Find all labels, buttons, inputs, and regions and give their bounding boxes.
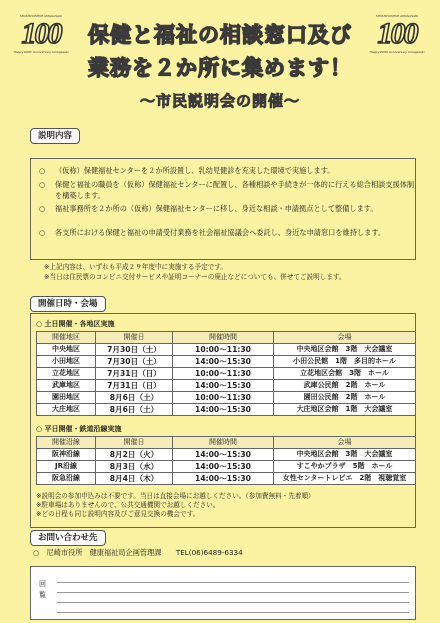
bullet-mark: ○: [39, 228, 46, 237]
circulation-memo-box: [30, 566, 416, 620]
header-cell: 開催沿線: [37, 437, 96, 449]
table-cell: 14:00～15:30: [173, 379, 274, 391]
header-cell: 開催時間: [173, 437, 274, 449]
table-cell: 8月6日（土）: [96, 391, 173, 403]
table-cell: 14:00～15:30: [173, 355, 274, 367]
header-cell: 開催日: [96, 437, 173, 449]
table-cell: 女性センタートレピエ 2階 視聴覚室: [274, 472, 416, 484]
title-line-2: 業務を２か所に集めます！: [88, 56, 352, 80]
title-subtitle: ～市民説明会の開催～: [139, 92, 300, 110]
table-cell: 中央地区会館 3階 大会議室: [274, 343, 416, 355]
section-label-schedule: 開催日時・会場: [30, 296, 106, 312]
weekday-schedule-table: [36, 436, 416, 485]
anniversary-logo-right: [362, 14, 432, 66]
table-cell: 8月2日（火）: [96, 448, 173, 460]
explain-panel: [30, 158, 416, 260]
table-cell: すこやかプラザ 5階 ホール: [274, 460, 416, 472]
table-row: [37, 343, 416, 355]
table-cell: 8月6日（土）: [96, 403, 173, 415]
table-cell: 10:00～11:30: [173, 367, 274, 379]
table-row: [37, 448, 416, 460]
table-cell: 14:00～15:30: [173, 472, 274, 484]
logo-number: 100: [377, 17, 417, 50]
memo-label: 回覧: [39, 580, 46, 599]
weekday-heading: ○ 平日開催・鉄道沿線実施: [36, 425, 122, 433]
table-cell: 小田地区: [37, 355, 96, 367]
schedule-note-2: ※駐車場はありませんので、公共交通機関でお越しください。: [36, 501, 220, 509]
table-cell: JR沿線: [37, 460, 96, 472]
logo-small-text: SHOUSHUSHUE AMAGASAKI: [375, 14, 419, 18]
table-cell: 14:00～15:30: [173, 403, 274, 415]
explain-bullet-4: [39, 227, 415, 238]
bullet-text: 保健と福祉の職員を（仮称）保健福祉センターに配置し、各種相談や手続きが一体的に行える総合相談支援体制を構築します。: [55, 180, 415, 200]
table-cell: 小田公民館 1階 多目的ホール: [274, 355, 416, 367]
logo-caption: Happy100th Anniversary Amagasaki: [369, 50, 425, 54]
bullet-mark: ○: [39, 166, 46, 175]
bullet-text: 福祉事務所を２か所の（仮称）保健福祉センターに移し、身近な相談・申請拠点として整備します。: [55, 204, 378, 213]
table-row: [37, 460, 416, 472]
header-cell: 会場: [274, 332, 416, 344]
table-cell: 8月4日（木）: [96, 472, 173, 484]
table-cell: 武庫公民館 2階 ホール: [274, 379, 416, 391]
table-row: [37, 355, 416, 367]
explain-bullet-1: [39, 165, 415, 176]
table-cell: 園田公民館 2階 ホール: [274, 391, 416, 403]
bullet-mark: ○: [39, 180, 46, 189]
table-cell: 7月30日（土）: [96, 355, 173, 367]
contact-line: ○ 尼崎市役所 健康福祉局企画管理課 TEL(06)6489-6334: [33, 548, 243, 557]
table-header-row: [37, 437, 416, 449]
explain-bullet-2: [39, 179, 415, 201]
table-cell: 大庄地区: [37, 403, 96, 415]
table-cell: 立花地区: [37, 367, 96, 379]
logo-small-text: SHOUSHUSHUE AMAGASAKI: [19, 14, 63, 18]
explain-bullet-3: [39, 203, 415, 214]
table-row: [37, 379, 416, 391]
table-cell: 7月31日（日）: [96, 367, 173, 379]
weekend-heading: ○ 土日開催・各地区実施: [36, 320, 115, 328]
table-cell: 7月30日（土）: [96, 343, 173, 355]
table-cell: 大庄地区会館 1階 大会議室: [274, 403, 416, 415]
memo-lines: [57, 573, 409, 615]
header-cell: 開催時間: [173, 332, 274, 344]
table-row: [37, 391, 416, 403]
table-header-row: [37, 332, 416, 344]
anniversary-logo-left: [6, 14, 76, 66]
logo-number: 100: [21, 17, 61, 50]
schedule-note-1: ※説明会の参加申込みは不要です。当日は直接会場にお越しください。（参加費無料・先着順）: [36, 492, 315, 500]
table-cell: 10:00～11:30: [173, 343, 274, 355]
table-cell: 8月3日（水）: [96, 460, 173, 472]
title-line-1: 保健と福祉の相談窓口及び: [88, 23, 352, 47]
table-cell: 中央地区会館 3階 大会議室: [274, 448, 416, 460]
table-cell: 武庫地区: [37, 379, 96, 391]
section-label-contact: お問い合わせ先: [30, 530, 106, 546]
table-cell: 阪急沿線: [37, 472, 96, 484]
logo-caption: Happy100th Anniversary Amagasaki: [13, 50, 69, 54]
table-cell: 7月31日（日）: [96, 379, 173, 391]
table-cell: 立花地区会館 3階 ホール: [274, 367, 416, 379]
table-cell: 阪神沿線: [37, 448, 96, 460]
explain-note-1: ※上記内容は、いずれも平成２９年度中に実施する予定です。: [44, 263, 228, 271]
bullet-mark: ○: [39, 204, 46, 213]
header-cell: 会場: [274, 437, 416, 449]
explain-note-2: ※当日は住民票のコンビニ交付サービスや証明コーナーの廃止などについても、併せてご説明します。: [44, 273, 346, 281]
table-cell: 園田地区: [37, 391, 96, 403]
bullet-text: （仮称）保健福祉センターを２か所設置し、乳幼児健診を充実した環境で実施します。: [55, 166, 335, 175]
table-row: [37, 367, 416, 379]
table-row: [37, 403, 416, 415]
schedule-note-3: ※どの日程も同じ説明内容及びご意見交換の機会です。: [36, 510, 200, 518]
table-row: [37, 472, 416, 484]
table-cell: 中央地区: [37, 343, 96, 355]
table-cell: 14:00～15:30: [173, 448, 274, 460]
section-label-explain: 説明内容: [30, 128, 80, 144]
table-cell: 10:00～11:30: [173, 391, 274, 403]
header-cell: 開催日: [96, 332, 173, 344]
bullet-text: 各支所における保健と福祉の申請受付業務を社会福祉協議会へ委託し、身近な申請窓口を維持します。: [55, 228, 386, 237]
header-cell: 開催地区: [37, 332, 96, 344]
table-cell: 14:00～15:30: [173, 460, 274, 472]
weekend-schedule-table: [36, 331, 416, 416]
